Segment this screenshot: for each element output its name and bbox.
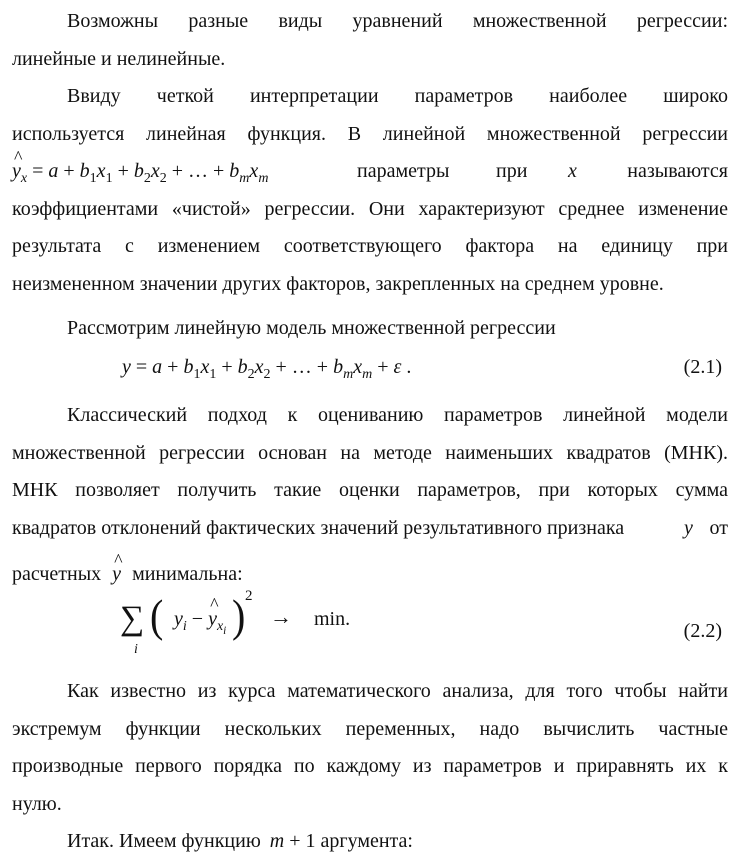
paragraph-3 xyxy=(12,310,728,348)
left-paren: ( xyxy=(150,589,164,642)
paragraph-1 xyxy=(12,3,728,78)
paragraph-2 xyxy=(12,78,728,303)
text-fragment: минимальна: xyxy=(132,563,243,585)
text-fragment: от xyxy=(709,516,728,539)
text-fragment: аргумента: xyxy=(320,830,413,852)
sum-symbol: ∑ xyxy=(120,600,145,637)
text-line: Рассмотрим линейную модель множественной регрессии xyxy=(67,317,556,339)
sum-index: i xyxy=(134,642,138,657)
equation-body: $y = a + b_1x_1 + b_2x_2$ + … + $b_mx_m + \varepsilon$ . xyxy=(122,356,412,382)
text-fragment: Итак. Имеем функцию xyxy=(67,830,261,852)
text-line: производные первого порядка по каждому из параметров и приравнять их к xyxy=(12,755,728,777)
text-fragment: параметры xyxy=(357,160,450,182)
variable-x: x xyxy=(568,160,577,182)
equation-number: (2.2) xyxy=(683,620,722,642)
text-fragment: квадратов отклонений фактических значений результативного признака xyxy=(12,516,625,539)
text-line: коэффициентами «чистой» регрессии. Они характеризуют среднее изменение xyxy=(12,197,728,220)
equation-2-2 xyxy=(112,580,512,670)
text-fragment: при xyxy=(496,160,528,182)
equation-number: (2.1) xyxy=(683,356,722,378)
exponent: 2 xyxy=(245,588,253,604)
text-line: неизмененном значении других факторов, закрепленных на среднем уровне. xyxy=(12,272,664,295)
text-line: Классический подход к оцениванию параметров линейной модели xyxy=(67,404,728,426)
text-line: Как известно из курса математического анализа, для того чтобы найти xyxy=(67,680,728,702)
min-text: min xyxy=(314,608,346,630)
right-paren: ) xyxy=(232,589,246,642)
text-line: линейные и нелинейные. xyxy=(12,47,226,70)
text-line: Ввиду четкой интерпретации параметров наиболее широко xyxy=(67,85,728,107)
text-fragment: называются xyxy=(627,160,728,182)
equation-2-1 xyxy=(0,352,748,392)
regression-formula: ^ $y_x = a + b_1x_1 + b_2x_2$ + … + $b_mx_m$ xyxy=(12,153,268,191)
text-line: МНК позволяет получить такие оценки параметров, при которых сумма xyxy=(12,479,728,501)
text-line: Возможны разные виды уравнений множественной регрессии: xyxy=(67,10,728,32)
variable-y-hat: ^ y xyxy=(112,556,121,594)
text-line: экстремум функции нескольких переменных, надо вычислить частные xyxy=(12,717,728,740)
text-line: результата с изменением соответствующего фактора на единицу при xyxy=(12,235,728,257)
inline-formula-line xyxy=(12,153,728,191)
variable-m: m xyxy=(269,830,285,852)
text-line: нулю. xyxy=(12,792,62,815)
sum-body: $y_i$ − ^ $y_{x_i}$ xyxy=(174,608,226,631)
arrow-icon: → xyxy=(270,604,292,629)
text-line: используется линейная функция. В линейной множественной регрессии xyxy=(12,122,728,145)
paragraph-4 xyxy=(12,397,728,547)
text-fragment: расчетных xyxy=(12,563,102,585)
paragraph-5 xyxy=(12,673,728,823)
text-line: множественной регрессии основан на методе наименьших квадратов (МНК). xyxy=(12,441,728,464)
text-line: Итак. Имеем функцию m + 1 аргумента: xyxy=(67,830,413,852)
min-label: min. xyxy=(314,608,351,630)
variable-y: y xyxy=(684,516,693,539)
